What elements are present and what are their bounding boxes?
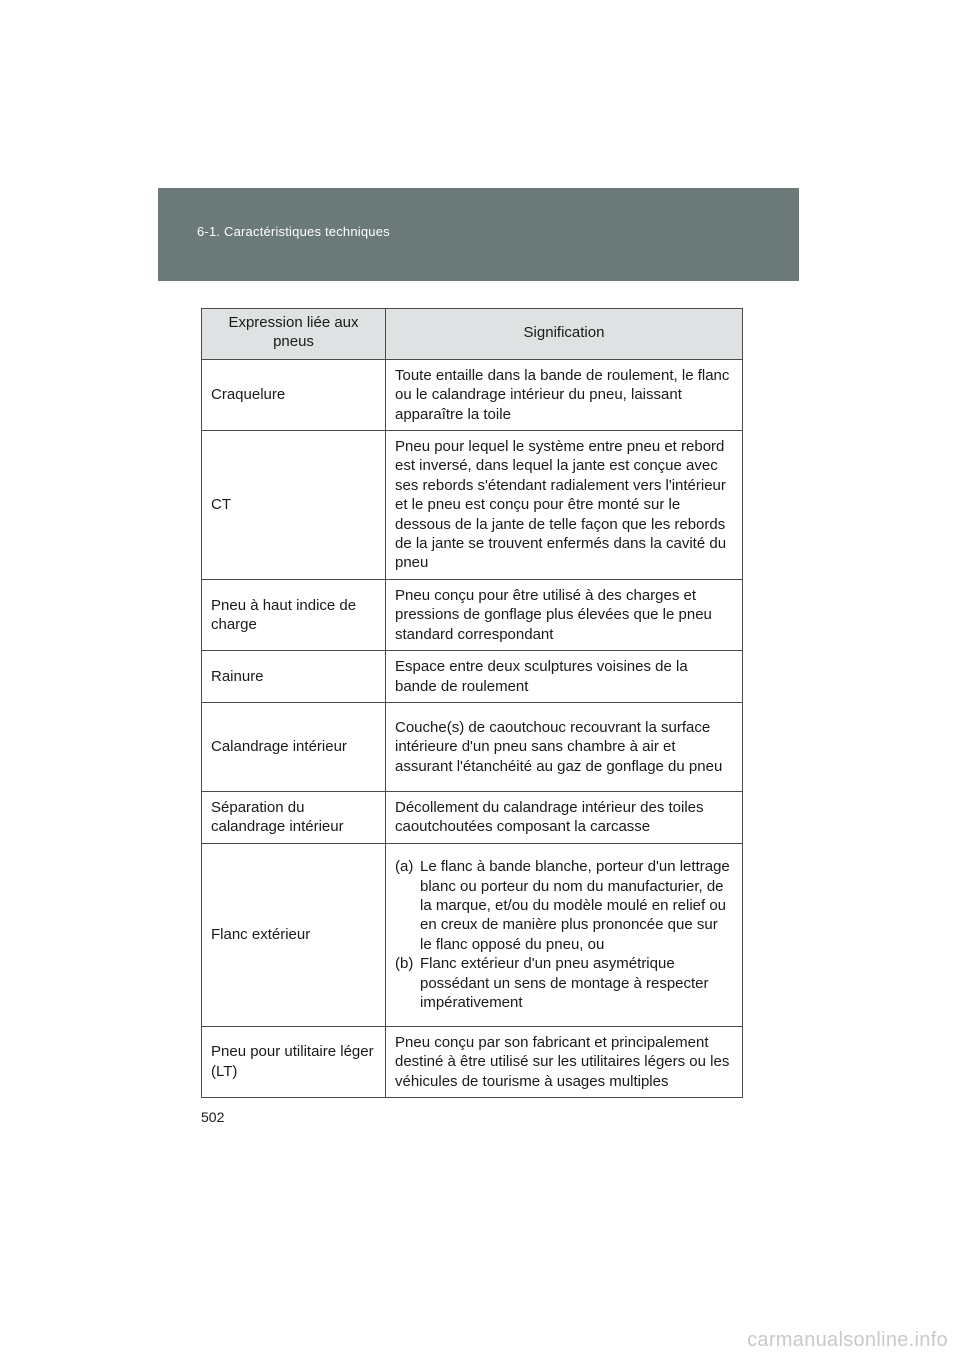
watermark: carmanualsonline.info bbox=[747, 1329, 948, 1351]
table-row bbox=[202, 651, 743, 703]
table-row bbox=[202, 843, 743, 1026]
list-item bbox=[395, 857, 730, 954]
table-header-row bbox=[202, 309, 743, 360]
list-item bbox=[395, 954, 730, 1012]
term-cell: Craquelure bbox=[202, 359, 386, 430]
definition-cell: Toute entaille dans la bande de roulement, le flanc ou le calandrage intérieur du pneu, laissant apparaître la toile bbox=[386, 359, 743, 430]
section-title: 6-1. Caractéristiques techniques bbox=[197, 224, 390, 239]
definition-cell: Décollement du calandrage intérieur des toiles caoutchoutées composant la carcasse bbox=[386, 791, 743, 843]
term-cell: Rainure bbox=[202, 651, 386, 703]
table-row bbox=[202, 579, 743, 650]
column-header-meaning: Signification bbox=[386, 309, 743, 360]
list-item-text: Le flanc à bande blanche, porteur d'un lettrage blanc ou porteur du nom du manufacturier, de la marque, et/ou du modèle moulé en relief ou en creux de manière plus prononcée que sur le flanc opposé du pneu, ou bbox=[420, 858, 730, 953]
table-row bbox=[202, 1026, 743, 1097]
term-cell: Calandrage intérieur bbox=[202, 702, 386, 791]
definition-cell: Pneu conçu par son fabricant et principalement destiné à être utilisé sur les utilitaires légers ou les véhicules de tourisme à usages multiples bbox=[386, 1026, 743, 1097]
definition-cell: Couche(s) de caoutchouc recouvrant la surface intérieure d'un pneu sans chambre à air et assurant l'étanchéité au gaz de gonflage du pneu bbox=[386, 702, 743, 791]
term-cell: Flanc extérieur bbox=[202, 843, 386, 1026]
table-row bbox=[202, 431, 743, 580]
list-item-label: (b) bbox=[395, 955, 414, 973]
table-row bbox=[202, 702, 743, 791]
term-cell: Pneu pour utilitaire léger (LT) bbox=[202, 1026, 386, 1097]
tire-terms-table bbox=[201, 308, 743, 1098]
definition-cell: Pneu pour lequel le système entre pneu et rebord est inversé, dans lequel la jante est conçue avec ses rebords s'étendant radialement vers l'intérieur et le pneu est conçu pour être monté sur le dessous de la jante de telle façon que les rebords de la jante se trouvent enfermés dans la cavité du pneu bbox=[386, 431, 743, 580]
page-number: 502 bbox=[201, 1109, 225, 1125]
table-row bbox=[202, 359, 743, 430]
definition-cell bbox=[386, 843, 743, 1026]
list-item-label: (a) bbox=[395, 858, 414, 876]
list-item-text: Flanc extérieur d'un pneu asymétrique possédant un sens de montage à respecter impérativement bbox=[420, 955, 709, 1011]
definition-cell: Pneu conçu pour être utilisé à des charges et pressions de gonflage plus élevées que le pneu standard correspondant bbox=[386, 579, 743, 650]
definition-cell: Espace entre deux sculptures voisines de la bande de roulement bbox=[386, 651, 743, 703]
term-cell: Pneu à haut indice de charge bbox=[202, 579, 386, 650]
term-cell: Séparation du calandrage intérieur bbox=[202, 791, 386, 843]
column-header-term: Expression liée aux pneus bbox=[202, 309, 386, 360]
table-row bbox=[202, 791, 743, 843]
section-header-band bbox=[158, 188, 799, 281]
term-cell: CT bbox=[202, 431, 386, 580]
